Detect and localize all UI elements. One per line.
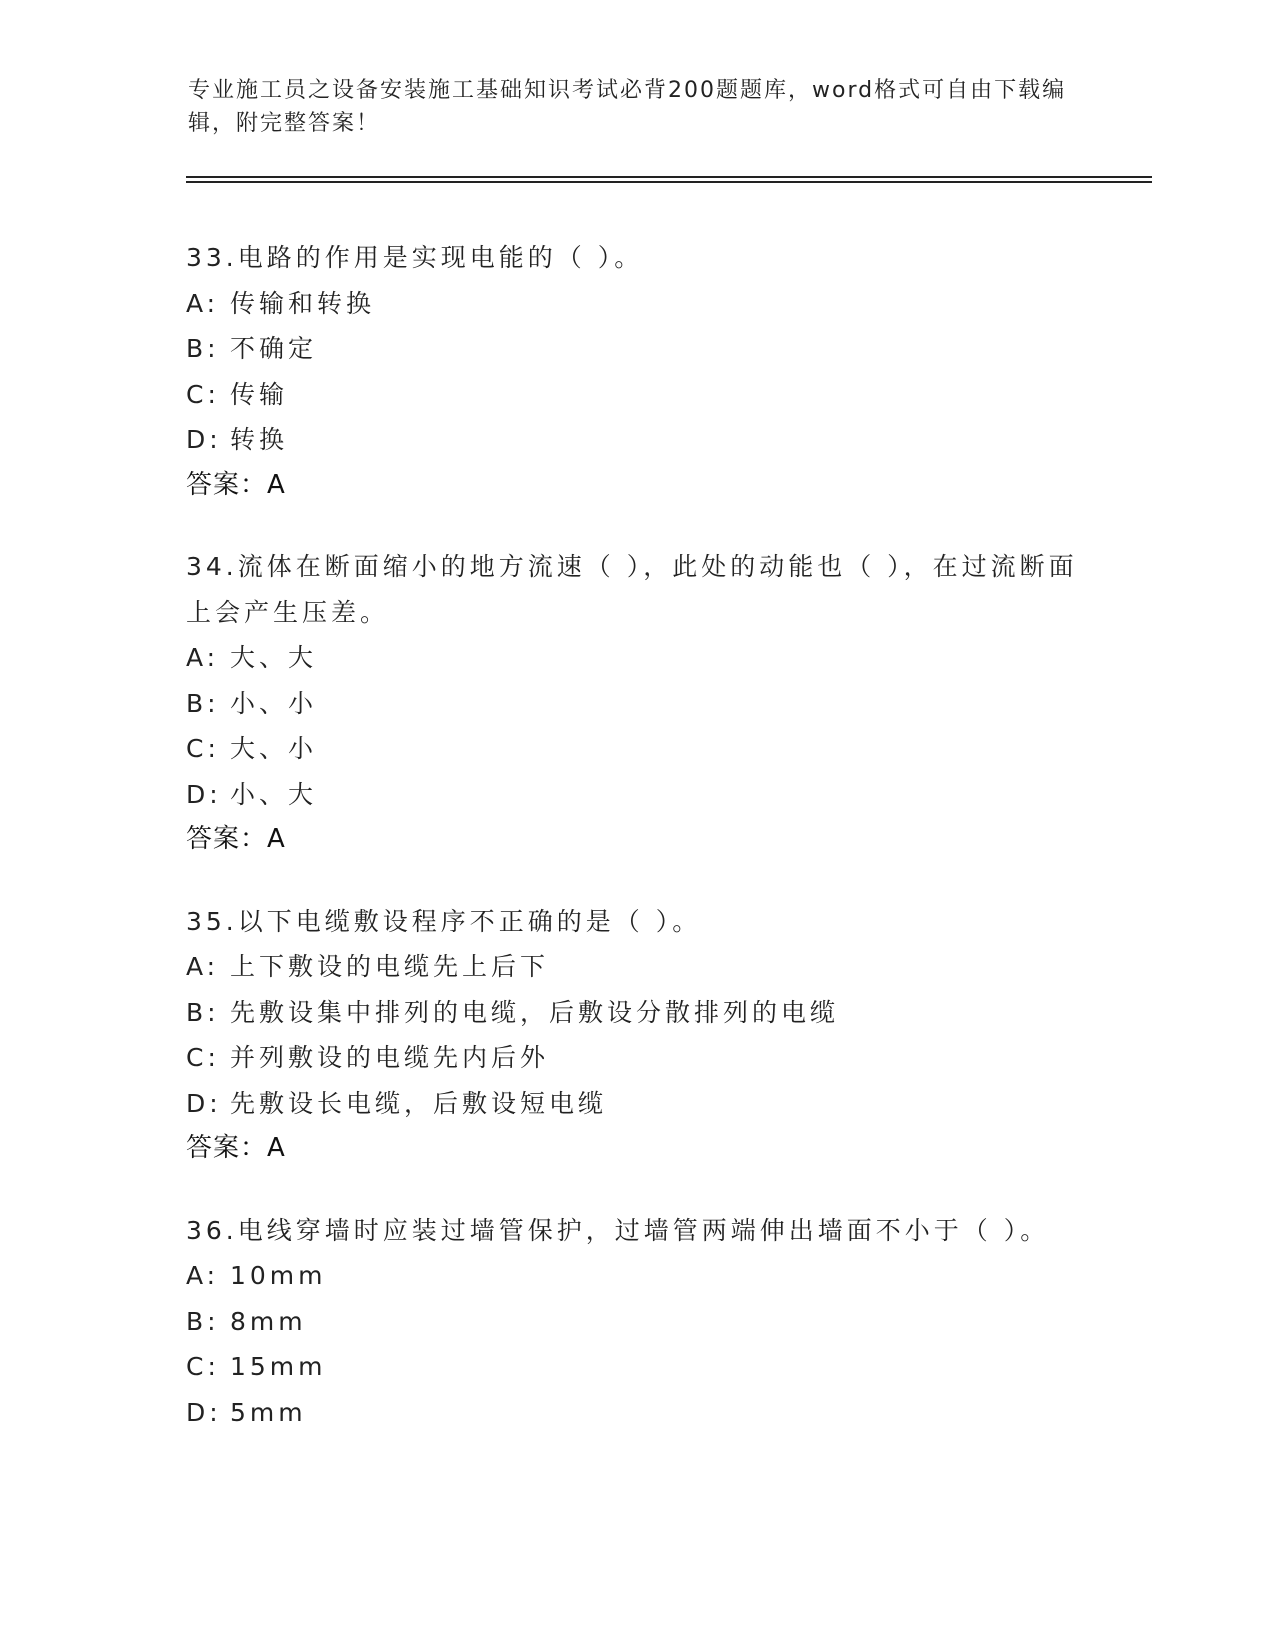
- option-text: 先敷设集中排列的电缆，后敷设分散排列的电缆: [230, 997, 840, 1027]
- option-letter: C:: [186, 379, 220, 409]
- option-b: [186, 681, 1086, 727]
- option-b: [186, 326, 1086, 372]
- option-letter: A:: [186, 288, 220, 318]
- answer-line: 答案：A: [186, 469, 286, 500]
- option-text: 先敷设长电缆，后敷设短电缆: [230, 1088, 608, 1118]
- question-stem: 36.电线穿墙时应装过墙管保护，过墙管两端伸出墙面不小于（ ）。: [186, 1215, 1050, 1245]
- option-letter: D:: [186, 1088, 222, 1118]
- question-34: [186, 544, 1086, 863]
- option-c: [186, 1035, 1086, 1081]
- option-text: 并列敷设的电缆先内后外: [230, 1043, 550, 1072]
- option-letter: B:: [186, 688, 220, 718]
- question-stem: 35.以下电缆敷设程序不正确的是（ ）。: [186, 906, 702, 936]
- option-text: 不确定: [230, 334, 318, 363]
- option-letter: A:: [186, 1261, 220, 1290]
- option-letter: B:: [186, 997, 220, 1027]
- answer-line: 答案：A: [186, 1133, 286, 1163]
- option-d: [186, 1390, 1086, 1436]
- option-text: 传输: [230, 379, 289, 409]
- question-35: [186, 899, 1086, 1172]
- option-a: [186, 281, 1086, 327]
- option-letter: B:: [186, 1306, 220, 1336]
- option-letter: C:: [186, 1043, 220, 1072]
- option-letter: D:: [186, 425, 222, 454]
- question-33: [186, 235, 1086, 508]
- option-text: 5mm: [230, 1397, 307, 1427]
- option-a: [186, 635, 1086, 681]
- option-c: [186, 372, 1086, 418]
- option-text: 大、小: [230, 734, 318, 763]
- question-stem: 33.电路的作用是实现电能的（ ）。: [186, 243, 644, 272]
- header-divider-top: [186, 176, 1152, 178]
- option-letter: D:: [186, 1397, 222, 1427]
- option-text: 转换: [230, 425, 289, 454]
- question-stem: 34.流体在断面缩小的地方流速（ ），此处的动能也（ ），在过流断面上会产生压差。: [186, 552, 1078, 627]
- option-text: 8mm: [230, 1306, 307, 1336]
- answer-line: 答案：A: [186, 824, 286, 854]
- option-text: 传输和转换: [230, 288, 376, 318]
- option-d: [186, 417, 1086, 463]
- option-text: 10mm: [230, 1261, 327, 1290]
- option-text: 上下敷设的电缆先上后下: [230, 952, 550, 981]
- option-text: 小、大: [230, 779, 318, 809]
- option-letter: C:: [186, 734, 220, 763]
- option-b: [186, 1299, 1086, 1345]
- option-b: [186, 990, 1086, 1036]
- option-d: [186, 1081, 1086, 1127]
- option-letter: A:: [186, 643, 220, 672]
- option-c: [186, 726, 1086, 772]
- option-text: 15mm: [230, 1352, 327, 1381]
- option-d: [186, 772, 1086, 818]
- question-list: [186, 235, 1086, 1471]
- option-text: 小、小: [230, 688, 318, 718]
- question-36: [186, 1208, 1086, 1436]
- option-letter: D:: [186, 779, 222, 809]
- option-a: [186, 944, 1086, 990]
- option-c: [186, 1344, 1086, 1390]
- option-text: 大、大: [230, 643, 318, 672]
- option-letter: B:: [186, 334, 220, 363]
- document-header: 专业施工员之设备安装施工基础知识考试必背200题题库，word格式可自由下载编辑，附完整答案！: [188, 78, 1067, 136]
- option-letter: A:: [186, 952, 220, 981]
- option-letter: C:: [186, 1352, 220, 1381]
- option-a: [186, 1253, 1086, 1299]
- header-divider-bottom: [186, 181, 1152, 183]
